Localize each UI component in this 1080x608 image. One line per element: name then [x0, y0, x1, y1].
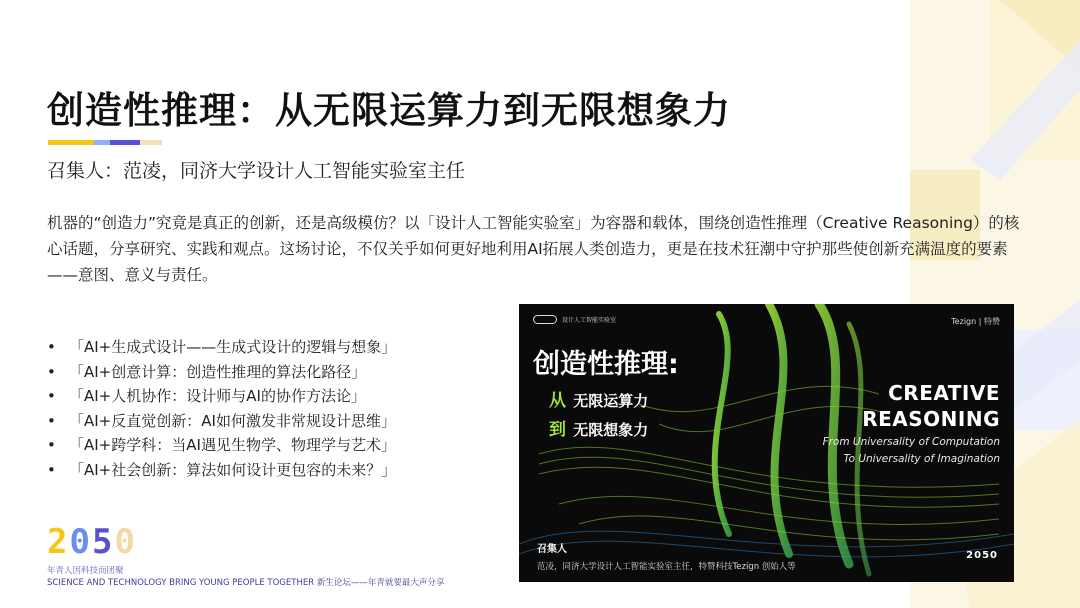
poster-en-title: CREATIVE REASONING [862, 381, 1000, 431]
event-poster [519, 304, 1014, 582]
logo-2050: 2 0 5 0 [47, 522, 135, 562]
list-item: • 「AI+创意计算：创造性推理的算法化路径」 [47, 362, 367, 381]
poster-2050-logo: 2050 [966, 550, 998, 561]
poster-line-2: 到 无限想象力 [549, 420, 649, 440]
list-item: • 「AI+社会创新：算法如何设计更包容的未来？」 [47, 460, 397, 479]
footer-slogan-en: SCIENCE AND TECHNOLOGY BRING YOUNG PEOPLE TOGETHER 新生论坛——年青就要最大声分享 [47, 578, 445, 588]
poster-convener-desc: 范凌，同济大学设计人工智能实验室主任，特赞科技Tezign 创始人等 [537, 562, 796, 572]
footer-slogan-cn: 年青人因科技而团聚 [47, 566, 124, 576]
page-title: 创造性推理：从无限运算力到无限想象力 [47, 89, 731, 132]
intro-paragraph: 机器的“创造力”究竟是真正的创新，还是高级模仿？以「设计人工智能实验室」为容器和载体，围绕创造性推理（Creative Reasoning）的核心话题，分享研究、实践和观点。这场讨论，不仅关乎如何更好地利用AI拓展人类创造力，更是在技术狂潮中守护那些使创新充满温度的要素——意图、意义与责任。 [47, 214, 1020, 284]
poster-title: 创造性推理: [533, 349, 679, 380]
poster-lab-logo: 设计人工智能实验室 [533, 315, 616, 324]
list-item: • 「AI+生成式设计——生成式设计的逻辑与想象」 [47, 338, 397, 356]
topic-list [47, 335, 396, 483]
poster-convener-label: 召集人 [537, 544, 567, 555]
poster-line-1: 从 无限运算力 [549, 391, 649, 411]
poster-tezign-logo: Tezign | 特赞 [951, 317, 1000, 326]
poster-en-subtitle: From Universality of Computation To Universality of Imagination [822, 436, 1000, 465]
list-item: • 「AI+反直觉创新：AI如何激发非常规设计思维」 [47, 411, 396, 430]
title-underline [48, 140, 162, 145]
list-item: • 「AI+跨学科：当AI遇见生物学、物理学与艺术」 [47, 436, 396, 455]
convener-subtitle: 召集人：范凌，同济大学设计人工智能实验室主任 [47, 160, 466, 182]
list-item: • 「AI+人机协作：设计师与AI的协作方法论」 [47, 387, 366, 406]
